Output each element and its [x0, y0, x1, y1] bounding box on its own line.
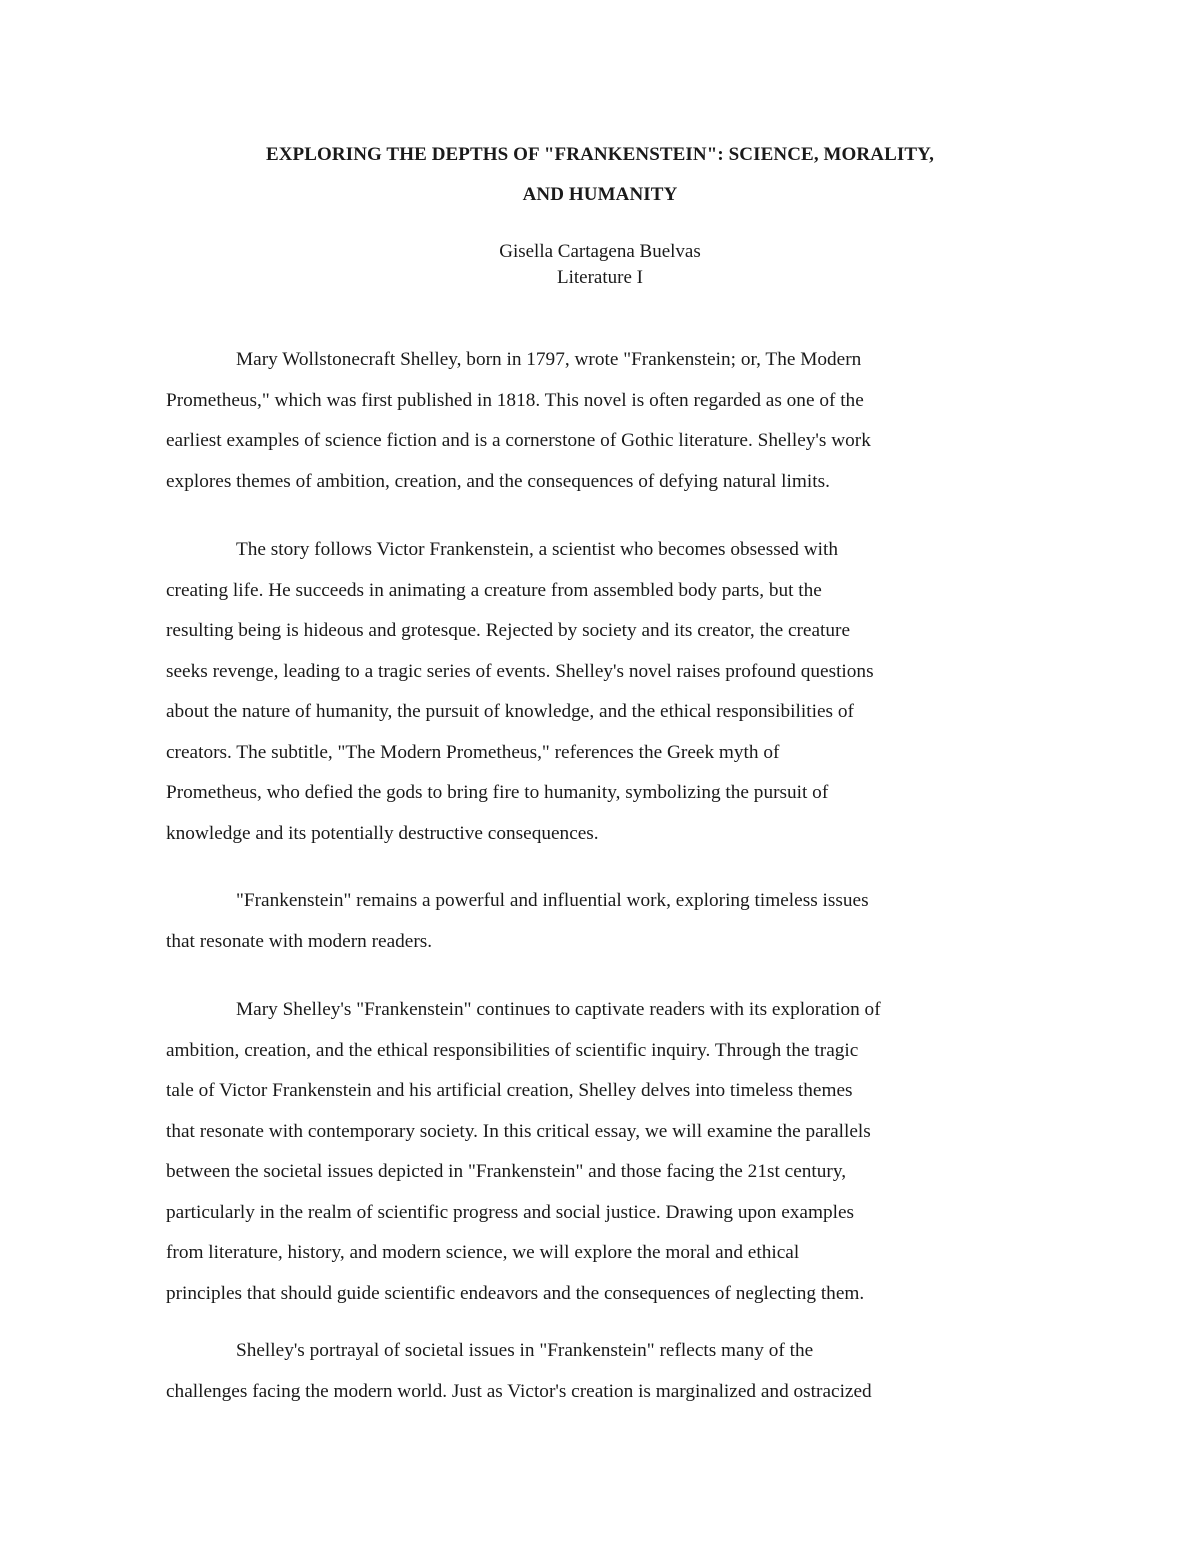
paragraph-2: [166, 530, 1036, 854]
paragraph-line: Prometheus," which was first published in 1818. This novel is often regarded as one of the: [166, 389, 864, 411]
paragraph-line: Shelley's portrayal of societal issues in "Frankenstein" reflects many of the: [236, 1340, 814, 1361]
paragraph-line: that resonate with modern readers.: [166, 930, 433, 952]
title-line-2: AND HUMANITY: [522, 184, 678, 205]
paragraph-line: Prometheus, who defied the gods to bring fire to humanity, symbolizing the pursuit of: [166, 782, 829, 803]
paragraph-line: from literature, history, and modern science, we will explore the moral and ethical: [166, 1242, 800, 1263]
paragraph-line: The story follows Victor Frankenstein, a scientist who becomes obsessed with: [236, 539, 838, 560]
course-name: Literature I: [557, 267, 643, 288]
author-name: Gisella Cartagena Buelvas: [499, 241, 701, 262]
paragraph-1: [166, 340, 1036, 502]
paragraph-line: resulting being is hideous and grotesque. Rejected by society and its creator, the creature: [166, 620, 851, 641]
paragraph-line: principles that should guide scientific endeavors and the consequences of neglecting them.: [166, 1282, 865, 1304]
paragraph-line: earliest examples of science fiction and is a cornerstone of Gothic literature. Shelley's work: [166, 430, 871, 451]
paragraph-line: tale of Victor Frankenstein and his artificial creation, Shelley delves into timeless themes: [166, 1080, 853, 1101]
paragraph-line: between the societal issues depicted in "Frankenstein" and those facing the 21st century,: [166, 1161, 847, 1182]
paragraph-line: Mary Wollstonecraft Shelley, born in 1797, wrote "Frankenstein; or, The Modern: [236, 349, 862, 370]
paragraph-line: ambition, creation, and the ethical responsibilities of scientific inquiry. Through the tragic: [166, 1039, 859, 1061]
paragraph-line: about the nature of humanity, the pursuit of knowledge, and the ethical responsibilities of: [166, 701, 854, 722]
paragraph-line: creators. The subtitle, "The Modern Prometheus," references the Greek myth of: [166, 741, 780, 763]
paragraph-3: [166, 881, 1036, 962]
title-line-1: EXPLORING THE DEPTHS OF "FRANKENSTEIN": SCIENCE, MORALITY,: [265, 144, 935, 165]
paragraph-line: knowledge and its potentially destructive consequences.: [166, 822, 599, 844]
paragraph-4: [166, 990, 1036, 1314]
paragraph-line: Mary Shelley's "Frankenstein" continues to captivate readers with its exploration of: [236, 999, 881, 1020]
paragraph-line: explores themes of ambition, creation, and the consequences of defying natural limits.: [166, 470, 830, 492]
paragraph-line: "Frankenstein" remains a powerful and influential work, exploring timeless issues: [236, 890, 869, 911]
paragraph-line: creating life. He succeeds in animating a creature from assembled body parts, but the: [166, 579, 822, 601]
paragraph-line: that resonate with contemporary society. In this critical essay, we will examine the parallels: [166, 1120, 871, 1142]
paragraph-5: [166, 1331, 1036, 1412]
paragraph-line: challenges facing the modern world. Just as Victor's creation is marginalized and ostracized: [166, 1380, 872, 1402]
paragraph-line: seeks revenge, leading to a tragic series of events. Shelley's novel raises profound questions: [166, 660, 874, 682]
paragraph-line: particularly in the realm of scientific progress and social justice. Drawing upon examples: [166, 1201, 855, 1223]
